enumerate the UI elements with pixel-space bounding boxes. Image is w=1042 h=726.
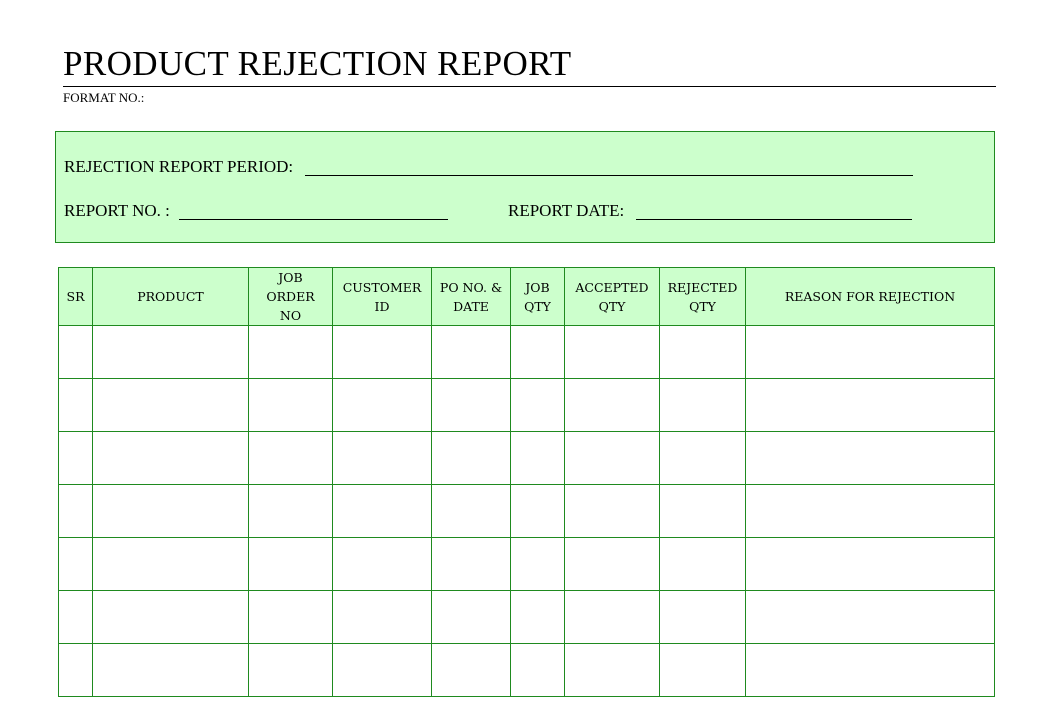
table-cell[interactable]: [746, 485, 995, 538]
table-cell[interactable]: [249, 485, 333, 538]
table-cell[interactable]: [333, 326, 432, 379]
header-sr: SR: [59, 268, 93, 326]
table-cell[interactable]: [746, 591, 995, 644]
table-cell[interactable]: [333, 538, 432, 591]
table-cell[interactable]: [333, 432, 432, 485]
header-product: PRODUCT: [93, 268, 249, 326]
table-cell[interactable]: [249, 326, 333, 379]
table-cell[interactable]: [565, 379, 660, 432]
header-job-qty: JOB QTY: [511, 268, 565, 326]
table-cell[interactable]: [565, 432, 660, 485]
table-cell[interactable]: [660, 644, 746, 697]
table-cell[interactable]: [249, 379, 333, 432]
rejection-table: [58, 267, 995, 697]
table-cell[interactable]: [93, 485, 249, 538]
table-cell[interactable]: [660, 485, 746, 538]
table-cell[interactable]: [93, 538, 249, 591]
header-job-order-no: JOB ORDER NO: [249, 268, 333, 326]
table-cell[interactable]: [93, 644, 249, 697]
table-cell[interactable]: [746, 432, 995, 485]
table-cell[interactable]: [59, 591, 93, 644]
table-cell[interactable]: [249, 432, 333, 485]
table-cell[interactable]: [432, 432, 511, 485]
table-cell[interactable]: [565, 326, 660, 379]
table-row: [59, 538, 995, 591]
table-cell[interactable]: [565, 485, 660, 538]
table-cell[interactable]: [660, 538, 746, 591]
table-cell[interactable]: [249, 644, 333, 697]
table-cell[interactable]: [565, 591, 660, 644]
report-title: PRODUCT REJECTION REPORT: [63, 44, 572, 83]
table-cell[interactable]: [59, 538, 93, 591]
report-date-field[interactable]: [636, 219, 912, 220]
table-cell[interactable]: [93, 326, 249, 379]
table-cell[interactable]: [333, 644, 432, 697]
table-cell[interactable]: [511, 432, 565, 485]
table-cell[interactable]: [511, 326, 565, 379]
report-info-panel: [55, 131, 995, 243]
header-accepted-qty: ACCEPTED QTY: [565, 268, 660, 326]
table-cell[interactable]: [511, 591, 565, 644]
report-number-field[interactable]: [179, 219, 448, 220]
table-cell[interactable]: [432, 326, 511, 379]
table-cell[interactable]: [746, 538, 995, 591]
table-cell[interactable]: [660, 326, 746, 379]
table-cell[interactable]: [93, 379, 249, 432]
table-row: [59, 326, 995, 379]
table-cell[interactable]: [660, 591, 746, 644]
report-period-label: REJECTION REPORT PERIOD:: [64, 157, 294, 176]
report-number-label: REPORT NO. :: [64, 201, 170, 220]
table-header-row: [59, 268, 995, 326]
table-cell[interactable]: [333, 379, 432, 432]
table-cell[interactable]: [432, 591, 511, 644]
header-reason-for-rejection: REASON FOR REJECTION: [746, 268, 995, 326]
format-number-label: FORMAT NO.:: [63, 90, 145, 105]
table-body: [59, 326, 995, 697]
table-cell[interactable]: [59, 644, 93, 697]
table-cell[interactable]: [249, 538, 333, 591]
table-cell[interactable]: [746, 644, 995, 697]
table-cell[interactable]: [432, 485, 511, 538]
header-rejected-qty: REJECTED QTY: [660, 268, 746, 326]
table-cell[interactable]: [511, 485, 565, 538]
report-date-label: REPORT DATE:: [508, 201, 625, 220]
table-cell[interactable]: [93, 432, 249, 485]
table-cell[interactable]: [59, 432, 93, 485]
table-cell[interactable]: [565, 644, 660, 697]
table-cell[interactable]: [93, 591, 249, 644]
header-po-no-date: PO NO. & DATE: [432, 268, 511, 326]
header-customer-id: CUSTOMER ID: [333, 268, 432, 326]
table-row: [59, 644, 995, 697]
table-cell[interactable]: [565, 538, 660, 591]
table-cell[interactable]: [432, 538, 511, 591]
table-cell[interactable]: [432, 644, 511, 697]
table-cell[interactable]: [746, 326, 995, 379]
table-row: [59, 485, 995, 538]
table-row: [59, 432, 995, 485]
table-cell[interactable]: [333, 485, 432, 538]
table-cell[interactable]: [511, 538, 565, 591]
table-cell[interactable]: [511, 644, 565, 697]
table-cell[interactable]: [660, 379, 746, 432]
table-row: [59, 591, 995, 644]
table-cell[interactable]: [746, 379, 995, 432]
table-cell[interactable]: [660, 432, 746, 485]
table-cell[interactable]: [333, 591, 432, 644]
table-cell[interactable]: [59, 485, 93, 538]
report-period-field[interactable]: [305, 175, 913, 176]
table-cell[interactable]: [432, 379, 511, 432]
table-cell[interactable]: [59, 379, 93, 432]
title-divider: [63, 86, 996, 87]
table-cell[interactable]: [249, 591, 333, 644]
table-row: [59, 379, 995, 432]
table-cell[interactable]: [511, 379, 565, 432]
table-cell[interactable]: [59, 326, 93, 379]
